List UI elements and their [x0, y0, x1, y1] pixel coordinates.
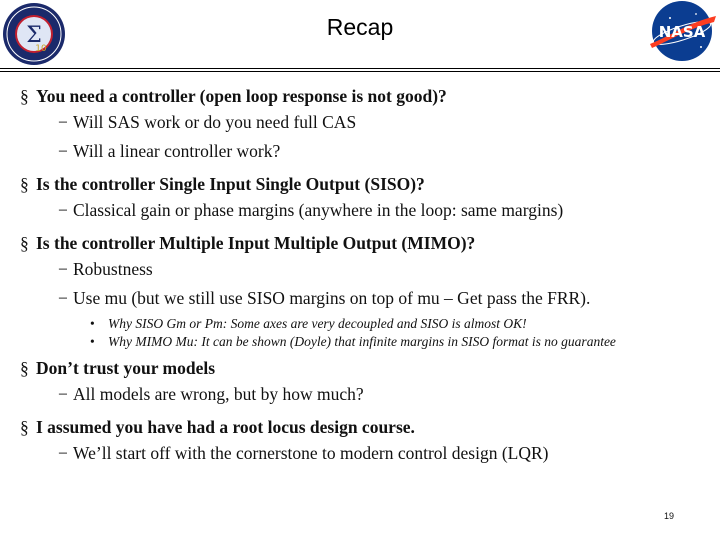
svg-text:Σ: Σ: [26, 23, 42, 48]
sub-bullet-text: All models are wrong, but by how much?: [73, 384, 364, 404]
seal-numeral: 10: [35, 44, 47, 54]
sub-bullet-text: Classical gain or phase margins (anywhere in the loop: same margins): [73, 200, 564, 220]
sub-bullet-item: − Use mu (but we still use SISO margins on top of mu – Get pass the FRR).: [58, 288, 591, 308]
bullet-item: § Is the controller Multiple Input Multiple Output (MIMO)?: [20, 231, 710, 255]
sub-bullet-text: Use mu (but we still use SISO margins on top of mu – Get pass the FRR).: [73, 288, 591, 308]
bullet-item: § I assumed you have had a root locus design course.: [20, 415, 710, 439]
slide-header: [0, 0, 720, 70]
sub-bullet-text: We’ll start off with the cornerstone to modern control design (LQR): [73, 443, 549, 463]
sub-bullet-item: − Will SAS work or do you need full CAS: [58, 112, 357, 132]
sub-bullet-text: Robustness: [73, 259, 153, 279]
header-rule-top: [0, 68, 720, 69]
sub-bullet-item: − We’ll start off with the cornerstone to modern control design (LQR): [58, 443, 549, 463]
bullet-item: § You need a controller (open loop response is not good)?: [20, 84, 710, 108]
header-rule-bottom: [0, 71, 720, 72]
sub-bullet-item: − Classical gain or phase margins (anywhere in the loop: same margins): [58, 200, 564, 220]
page-title: Recap: [326, 14, 394, 40]
sub-sub-bullet-text: Why MIMO Mu: It can be shown (Doyle) that infinite margins in SISO format is no guarantee: [108, 333, 616, 349]
sub-sub-bullet-item: • Why SISO Gm or Pm: Some axes are very decoupled and SISO is almost OK!: [90, 316, 527, 331]
sub-bullet-item: − Will a linear controller work?: [58, 141, 281, 161]
sub-bullet-text: Will SAS work or do you need full CAS: [73, 112, 357, 132]
sub-bullet-item: − All models are wrong, but by how much?: [58, 384, 364, 404]
bullet-item: § Don’t trust your models: [20, 356, 710, 380]
bullet-item: § Is the controller Single Input Single Output (SISO)?: [20, 172, 710, 196]
sub-sub-bullet-text: Why SISO Gm or Pm: Some axes are very decoupled and SISO is almost OK!: [108, 316, 527, 331]
page-number: 19: [664, 511, 675, 521]
nasa-meatball-icon: [646, 0, 718, 62]
slide-body: [20, 84, 710, 468]
sub-sub-bullet-item: • Why MIMO Mu: It can be shown (Doyle) that infinite margins in SISO format is no guarantee: [90, 333, 616, 349]
nasa-wordmark: NASA: [658, 23, 706, 41]
sub-bullet-text: Will a linear controller work?: [73, 141, 281, 161]
sub-bullet-item: − Robustness: [58, 259, 153, 279]
